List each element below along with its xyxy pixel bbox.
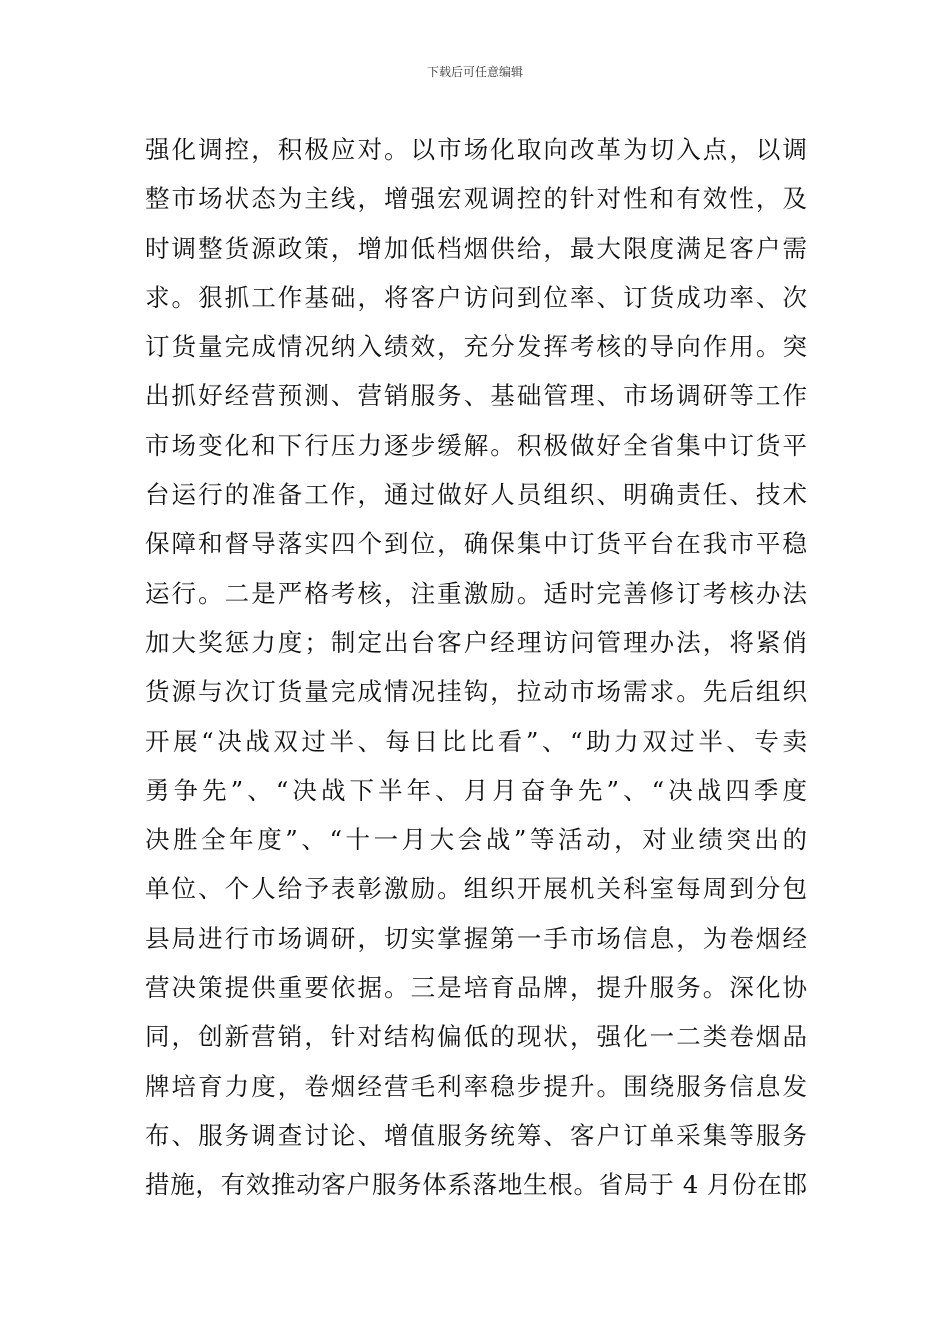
text-line: 市场变化和下行压力逐步缓解。积极做好全省集中订货平 (145, 430, 807, 460)
text-line: 牌培育力度，卷烟经营毛利率稳步提升。围绕服务信息发 (145, 1071, 807, 1101)
page-header: 下载后可任意编辑 (426, 65, 523, 79)
text-line: 措施，有效推动客户服务体系落地生根。省局于 4 月份在邯 (145, 1170, 807, 1200)
text-line: 营决策提供重要依据。三是培育品牌，提升服务。深化协 (145, 973, 807, 1003)
text-line: 保障和督导落实四个到位，确保集中订货平台在我市平稳 (145, 529, 807, 559)
text-line: 开展“决战双过半、每日比比看”、“助力双过半、专卖 (145, 726, 807, 756)
text-line: 加大奖惩力度；制定出台客户经理访问管理办法，将紧俏 (145, 627, 807, 657)
body-text (145, 125, 807, 1210)
text-line: 出抓好经营预测、营销服务、基础管理、市场调研等工作 (145, 381, 807, 411)
text-line: 台运行的准备工作，通过做好人员组织、明确责任、技术 (145, 480, 807, 510)
text-line: 单位、个人给予表彰激励。组织开展机关科室每周到分包 (145, 874, 807, 904)
text-line: 货源与次订货量完成情况挂钩，拉动市场需求。先后组织 (145, 677, 807, 707)
text-line: 布、服务调查讨论、增值服务统筹、客户订单采集等服务 (145, 1120, 807, 1150)
text-line: 时调整货源政策，增加低档烟供给，最大限度满足客户需 (145, 233, 807, 263)
text-line: 决胜全年度”、“十一月大会战”等活动，对业绩突出的 (145, 825, 807, 855)
text-line: 求。狠抓工作基础，将客户访问到位率、订货成功率、次 (145, 282, 807, 312)
text-line: 县局进行市场调研，切实掌握第一手市场信息，为卷烟经 (145, 923, 807, 953)
text-line: 整市场状态为主线，增强宏观调控的针对性和有效性，及 (145, 184, 807, 214)
text-line: 同，创新营销，针对结构偏低的现状，强化一二类卷烟品 (145, 1022, 807, 1052)
text-line: 勇争先”、“决战下半年、月月奋争先”、“决战四季度 (145, 775, 807, 805)
text-line: 强化调控，积极应对。以市场化取向改革为切入点，以调 (145, 135, 807, 164)
text-line: 订货量完成情况纳入绩效，充分发挥考核的导向作用。突 (145, 332, 807, 362)
text-line: 运行。二是严格考核，注重激励。适时完善修订考核办法 (145, 578, 807, 608)
